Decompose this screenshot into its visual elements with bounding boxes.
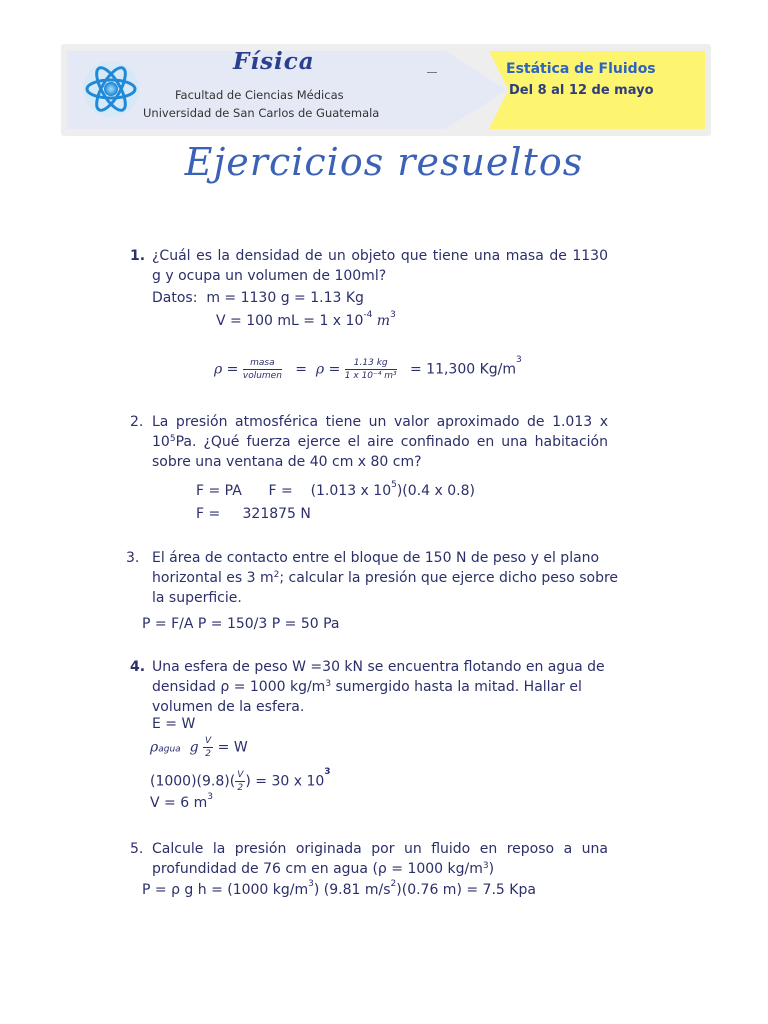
header-banner (61, 44, 711, 136)
v-over-2-fraction-2 (235, 770, 245, 793)
problem-5-number: 5. (130, 841, 144, 857)
v-over-2-fraction (203, 736, 213, 759)
rho-subscript: agua (158, 744, 181, 755)
page-title: Ejercicios resueltos (184, 140, 584, 184)
problem-2-number: 2. (130, 414, 144, 430)
fraction-denominator-2: 1 x 10⁻⁴ m³ (344, 371, 397, 381)
problem-4-text-b: sumergido hasta la mitad. Hallar el volumen de la esfera. (152, 679, 582, 715)
result-exponent: 3 (516, 355, 522, 365)
problem-4-line-1: E = W (152, 716, 196, 732)
problem-3-solution: P = F/A P = 150/3 P = 50 Pa (142, 616, 340, 632)
problem-5-solution (142, 879, 536, 898)
volume-result: V = 6 m (150, 795, 208, 811)
force-eq: F = (268, 483, 293, 499)
force-calc-exp: 5 (391, 480, 397, 490)
university-name: Universidad de San Carlos de Guatemala (143, 106, 380, 120)
fraction-denominator-4: 2 (237, 783, 244, 793)
datos-label: Datos: (152, 290, 198, 306)
rho-symbol: ρ = (214, 361, 239, 378)
fraction-numerator-3: V (205, 736, 212, 746)
problem-4-line-2 (150, 736, 248, 759)
problem-4-number: 4. (130, 659, 146, 675)
gravity-symbol: g (189, 739, 199, 756)
rho-symbol-3: ρ (150, 739, 159, 756)
problem-4-exp: 3 (325, 679, 332, 689)
problem-5-text (152, 839, 608, 879)
date-range: Del 8 al 12 de mayo (509, 83, 654, 98)
weight-eq: = W (217, 739, 248, 756)
atom-icon (81, 59, 141, 119)
pressure-exp-2: 2 (390, 879, 397, 889)
faculty-name: Facultad de Ciencias Médicas (175, 88, 344, 102)
fraction-numerator: masa (243, 358, 282, 370)
problem-5-exp: 3 (482, 861, 489, 871)
problem-3-text-b: ; calcular la presión que ejerce dicho peso sobre la superficie. (152, 570, 619, 606)
problem-3-exp: 2 (273, 570, 280, 580)
volume-result-exp: 3 (207, 792, 213, 802)
problem-1-volume (216, 310, 396, 329)
problem-2-line-2 (196, 506, 311, 522)
fraction-numerator-4: V (237, 770, 244, 780)
problem-2-text-b: Pa. ¿Qué fuerza ejerce el aire confinado en una habitación sobre una ventana de 40 cm x 80 cm? (152, 434, 608, 470)
fraction-denominator: volumen (242, 371, 282, 381)
buoyancy-calc-b: ) = 30 x 10 (245, 773, 325, 790)
volume-exponent: -4 (363, 310, 373, 320)
rho-symbol-2: ρ = (315, 361, 341, 378)
problem-4-text-a: Una esfera de peso W =30 kN se encuentra flotando en agua de densidad ρ = 1000 kg/m (152, 659, 605, 695)
problem-3-text (152, 548, 632, 608)
equals-sign: = (295, 361, 308, 378)
pressure-exp-1: 3 (308, 879, 314, 889)
problem-5-text-a: Calcule la presión originada por un fluido en reposo a una profundidad de 76 cm en agua (ρ = 1000 kg/m (152, 841, 608, 877)
problem-3-text-a: El área de contacto entre el bloque de 150 N de peso y el plano horizontal es 3 m (152, 550, 600, 586)
pressure-calc-a: P = ρ g h = (1000 kg/m (142, 882, 309, 898)
problem-2-text-a: La presión atmosférica tiene un valor aproximado de 1.013 x 10 (152, 414, 608, 450)
problem-4-text (152, 657, 622, 717)
fraction-numerator-2: 1.13 kg (345, 358, 397, 370)
problem-2-line-1 (196, 480, 475, 499)
topic-title: Estática de Fluidos (506, 61, 656, 77)
problem-1-number: 1. (130, 248, 146, 264)
mass-value: m = 1130 g = 1.13 Kg (206, 290, 364, 306)
problem-5-text-b: ) (488, 861, 495, 877)
problem-2-text (152, 412, 608, 472)
pressure-calc-c: )(0.76 m) = 7.5 Kpa (396, 882, 536, 898)
force-result-label: F = (196, 506, 221, 522)
pressure-calc-b: ) (9.81 m/s (313, 882, 391, 898)
problem-1-datos (152, 290, 364, 306)
problem-1-density-formula (214, 355, 522, 381)
header-divider (427, 72, 437, 73)
problem-2-exp: 5 (169, 434, 176, 444)
volume-unit: m (376, 313, 391, 329)
volume-unit-exponent: 3 (390, 310, 396, 320)
density-result: = 11,300 Kg/m (409, 361, 517, 378)
force-calc-b: )(0.4 x 0.8) (396, 483, 475, 499)
force-result: 321875 N (242, 506, 311, 522)
numeric-fraction (345, 358, 397, 381)
problem-3-number: 3. (126, 550, 140, 566)
mass-over-volume-fraction (243, 358, 282, 381)
subject-title: Física (233, 48, 315, 75)
volume-value: V = 100 mL = 1 x 10 (216, 313, 364, 329)
force-formula: F = PA (196, 483, 242, 499)
buoyancy-exp: 3 (324, 767, 331, 777)
problem-4-line-4 (150, 792, 213, 811)
force-calc-a: (1.013 x 10 (310, 483, 392, 499)
problem-4-line-3 (150, 767, 331, 793)
problem-1-text: ¿Cuál es la densidad de un objeto que tiene una masa de 1130 g y ocupa un volumen de 100ml? (152, 248, 608, 284)
fraction-denominator-3: 2 (205, 749, 211, 759)
buoyancy-calc-a: (1000)(9.8)( (150, 773, 236, 790)
